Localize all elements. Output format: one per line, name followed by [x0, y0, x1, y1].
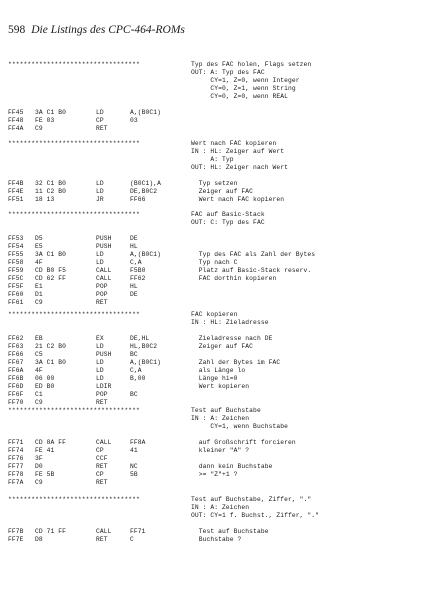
code-hex-bytes: C9 — [35, 299, 43, 306]
code-hex-bytes: CD B0 F5 — [35, 267, 67, 274]
section-description-line: OUT: C: Typ des FAC — [191, 219, 265, 226]
code-address: FF59 — [8, 267, 24, 274]
code-mnemonic: POP — [96, 391, 108, 398]
code-hex-bytes: 3A C1 B0 — [35, 251, 67, 258]
code-operand: FF62 — [130, 275, 146, 282]
code-hex-bytes: E5 — [35, 243, 43, 250]
section-description-line: CY=1, wenn Buchstabe — [191, 423, 288, 430]
section-separator: ********************************** — [8, 61, 140, 68]
section-description-line: Test auf Buchstabe, Ziffer, "." — [191, 496, 312, 503]
code-hex-bytes: C9 — [35, 399, 43, 406]
code-comment: Typ setzen — [191, 180, 238, 187]
code-hex-bytes: FE 41 — [35, 447, 55, 454]
code-comment: Zeiger auf FAC — [191, 343, 254, 350]
code-address: FF58 — [8, 259, 24, 266]
section-description-line: IN : A: Zeichen — [191, 415, 250, 422]
code-operand: HL — [130, 243, 138, 250]
code-address: FF4E — [8, 188, 24, 195]
code-hex-bytes: CD 71 FF — [35, 528, 67, 535]
code-mnemonic: LD — [96, 375, 104, 382]
code-hex-bytes: 11 C2 B0 — [35, 188, 67, 195]
code-hex-bytes: CD 62 FF — [35, 275, 67, 282]
code-comment: Platz auf Basic-Stack reserv. — [191, 267, 312, 274]
code-operand: DE,HL — [130, 335, 150, 342]
code-address: FF48 — [8, 117, 24, 124]
code-mnemonic: LD — [96, 188, 104, 195]
code-address: FF61 — [8, 299, 24, 306]
code-address: FF6A — [8, 367, 24, 374]
section-description-line: OUT: HL: Zeiger nach Wert — [191, 164, 288, 171]
code-mnemonic: RET — [96, 399, 108, 406]
code-mnemonic: CALL — [96, 439, 112, 446]
code-operand: C,A — [130, 259, 142, 266]
code-comment: als Länge lo — [191, 367, 246, 374]
code-operand: BC — [130, 351, 138, 358]
section-description-line: FAC auf Basic-Stack — [191, 211, 265, 218]
code-hex-bytes: D8 — [35, 536, 43, 543]
code-address: FF53 — [8, 235, 24, 242]
code-hex-bytes: D1 — [35, 291, 43, 298]
code-address: FF70 — [8, 399, 24, 406]
page-number: 598 — [8, 24, 26, 36]
code-mnemonic: LDIR — [96, 383, 112, 390]
code-hex-bytes: 18 13 — [35, 196, 55, 203]
code-comment: >= "Z"+1 ? — [191, 471, 238, 478]
code-comment: Zeiger auf FAC — [191, 188, 254, 195]
code-hex-bytes: C1 — [35, 391, 43, 398]
code-address: FF6B — [8, 375, 24, 382]
code-hex-bytes: C9 — [35, 125, 43, 132]
code-hex-bytes: 3A C1 B0 — [35, 359, 67, 366]
section-description-line: Test auf Buchstabe — [191, 407, 261, 414]
code-hex-bytes: FE 03 — [35, 117, 55, 124]
code-address: FF4B — [8, 180, 24, 187]
code-address: FF67 — [8, 359, 24, 366]
code-hex-bytes: 3F — [35, 455, 43, 462]
code-operand: A,(B0C1) — [130, 359, 162, 366]
code-operand: F5B0 — [130, 267, 146, 274]
section-description-line: OUT: A: Typ des FAC — [191, 69, 265, 76]
code-mnemonic: LD — [96, 109, 104, 116]
code-hex-bytes: 06 00 — [35, 375, 55, 382]
code-operand: DE,B0C2 — [130, 188, 158, 195]
section-description-line: IN : HL: Zeiger auf Wert — [191, 148, 285, 155]
code-operand: A,(B0C1) — [130, 251, 162, 258]
code-comment: auf Großschrift forcieren — [191, 439, 296, 446]
section-description-line: CY=0, Z=1, wenn String — [191, 85, 296, 92]
code-mnemonic: LD — [96, 359, 104, 366]
code-mnemonic: PUSH — [96, 243, 112, 250]
code-mnemonic: CALL — [96, 275, 112, 282]
section-description-line: IN : HL: Zieladresse — [191, 319, 269, 326]
section-separator: ********************************** — [8, 496, 140, 503]
code-operand: C — [130, 536, 134, 543]
code-comment: kleiner "A" ? — [191, 447, 250, 454]
section-separator: ********************************** — [8, 407, 140, 414]
code-mnemonic: LD — [96, 367, 104, 374]
code-comment: FAC dorthin kopieren — [191, 275, 277, 282]
code-comment: Typ nach C — [191, 259, 238, 266]
section-separator: ********************************** — [8, 140, 140, 147]
section-description-line: IN : A: Zeichen — [191, 504, 250, 511]
code-mnemonic: CP — [96, 471, 104, 478]
section-description-line: A: Typ — [191, 156, 234, 163]
code-comment: Zieladresse nach DE — [191, 335, 273, 342]
code-operand: C,A — [130, 367, 142, 374]
code-comment: Typ des FAC als Zahl der Bytes — [191, 251, 316, 258]
section-description-line: OUT: CY=1 f. Buchst., Ziffer, "." — [191, 512, 319, 519]
code-address: FF4A — [8, 125, 24, 132]
code-hex-bytes: 3A C1 B0 — [35, 109, 67, 116]
code-hex-bytes: 4F — [35, 259, 43, 266]
code-mnemonic: CP — [96, 447, 104, 454]
code-operand: FF71 — [130, 528, 146, 535]
code-address: FF7B — [8, 528, 24, 535]
code-hex-bytes: EB — [35, 335, 43, 342]
code-hex-bytes: C5 — [35, 351, 43, 358]
code-operand: FF8A — [130, 439, 146, 446]
code-mnemonic: LD — [96, 251, 104, 258]
code-operand: BC — [130, 391, 138, 398]
code-mnemonic: RET — [96, 299, 108, 306]
code-operand: 41 — [130, 447, 138, 454]
code-address: FF54 — [8, 243, 24, 250]
page-header — [8, 24, 185, 36]
code-hex-bytes: 21 C2 B0 — [35, 343, 67, 350]
page-title: Die Listings des CPC-464-ROMs — [31, 24, 185, 36]
section-description-line: Wert nach FAC kopieren — [191, 140, 277, 147]
code-mnemonic: JR — [96, 196, 104, 203]
code-address: FF74 — [8, 447, 24, 454]
code-address: FF76 — [8, 455, 24, 462]
code-address: FF71 — [8, 439, 24, 446]
code-address: FF6D — [8, 383, 24, 390]
code-mnemonic: POP — [96, 283, 108, 290]
code-hex-bytes: D5 — [35, 235, 43, 242]
code-operand: DE — [130, 291, 138, 298]
code-operand: DE — [130, 235, 138, 242]
code-hex-bytes: FE 5B — [35, 471, 55, 478]
section-separator: ********************************** — [8, 311, 140, 318]
code-hex-bytes: E1 — [35, 283, 43, 290]
code-hex-bytes: ED B0 — [35, 383, 55, 390]
code-comment: dann kein Buchstabe — [191, 463, 273, 470]
code-mnemonic: EX — [96, 335, 104, 342]
code-mnemonic: LD — [96, 343, 104, 350]
section-description-line: CY=0, Z=0, wenn REAL — [191, 93, 288, 100]
code-operand: B,00 — [130, 375, 146, 382]
code-address: FF6F — [8, 391, 24, 398]
code-address: FF60 — [8, 291, 24, 298]
code-comment: Buchstabe ? — [191, 536, 242, 543]
code-comment: Länge hi=0 — [191, 375, 238, 382]
code-mnemonic: RET — [96, 536, 108, 543]
code-mnemonic: RET — [96, 125, 108, 132]
code-mnemonic: POP — [96, 291, 108, 298]
section-description-line: CY=1, Z=0, wenn Integer — [191, 77, 300, 84]
code-address: FF66 — [8, 351, 24, 358]
code-hex-bytes: 32 C1 B0 — [35, 180, 67, 187]
code-hex-bytes: CD 8A FF — [35, 439, 67, 446]
code-mnemonic: CALL — [96, 528, 112, 535]
code-address: FF78 — [8, 471, 24, 478]
code-operand: NC — [130, 463, 138, 470]
code-operand: FF66 — [130, 196, 146, 203]
code-address: FF63 — [8, 343, 24, 350]
code-address: FF5C — [8, 275, 24, 282]
code-address: FF7A — [8, 479, 24, 486]
code-hex-bytes: 4F — [35, 367, 43, 374]
code-comment: Wert kopieren — [191, 383, 250, 390]
code-comment: Zahl der Bytes im FAC — [191, 359, 281, 366]
code-mnemonic: PUSH — [96, 351, 112, 358]
code-operand: HL,B0C2 — [130, 343, 158, 350]
code-operand: 5B — [130, 471, 138, 478]
code-mnemonic: RET — [96, 463, 108, 470]
code-comment: Test auf Buchstabe — [191, 528, 269, 535]
code-hex-bytes: D0 — [35, 463, 43, 470]
code-hex-bytes: C9 — [35, 479, 43, 486]
code-address: FF45 — [8, 109, 24, 116]
code-comment: Wert nach FAC kopieren — [191, 196, 285, 203]
code-mnemonic: LD — [96, 180, 104, 187]
code-address: FF62 — [8, 335, 24, 342]
code-mnemonic: CALL — [96, 267, 112, 274]
code-address: FF5F — [8, 283, 24, 290]
code-address: FF55 — [8, 251, 24, 258]
code-address: FF77 — [8, 463, 24, 470]
code-mnemonic: CP — [96, 117, 104, 124]
code-mnemonic: CCF — [96, 455, 108, 462]
section-description-line: Typ des FAC holen, Flags setzen — [191, 61, 312, 68]
code-operand: (B0C1),A — [130, 180, 162, 187]
section-description-line: FAC kopieren — [191, 311, 238, 318]
code-operand: 03 — [130, 117, 138, 124]
code-operand: A,(B0C1) — [130, 109, 162, 116]
code-address: FF7E — [8, 536, 24, 543]
code-mnemonic: PUSH — [96, 235, 112, 242]
code-mnemonic: LD — [96, 259, 104, 266]
code-address: FF51 — [8, 196, 24, 203]
section-separator: ********************************** — [8, 211, 140, 218]
code-operand: HL — [130, 283, 138, 290]
code-mnemonic: RET — [96, 479, 108, 486]
